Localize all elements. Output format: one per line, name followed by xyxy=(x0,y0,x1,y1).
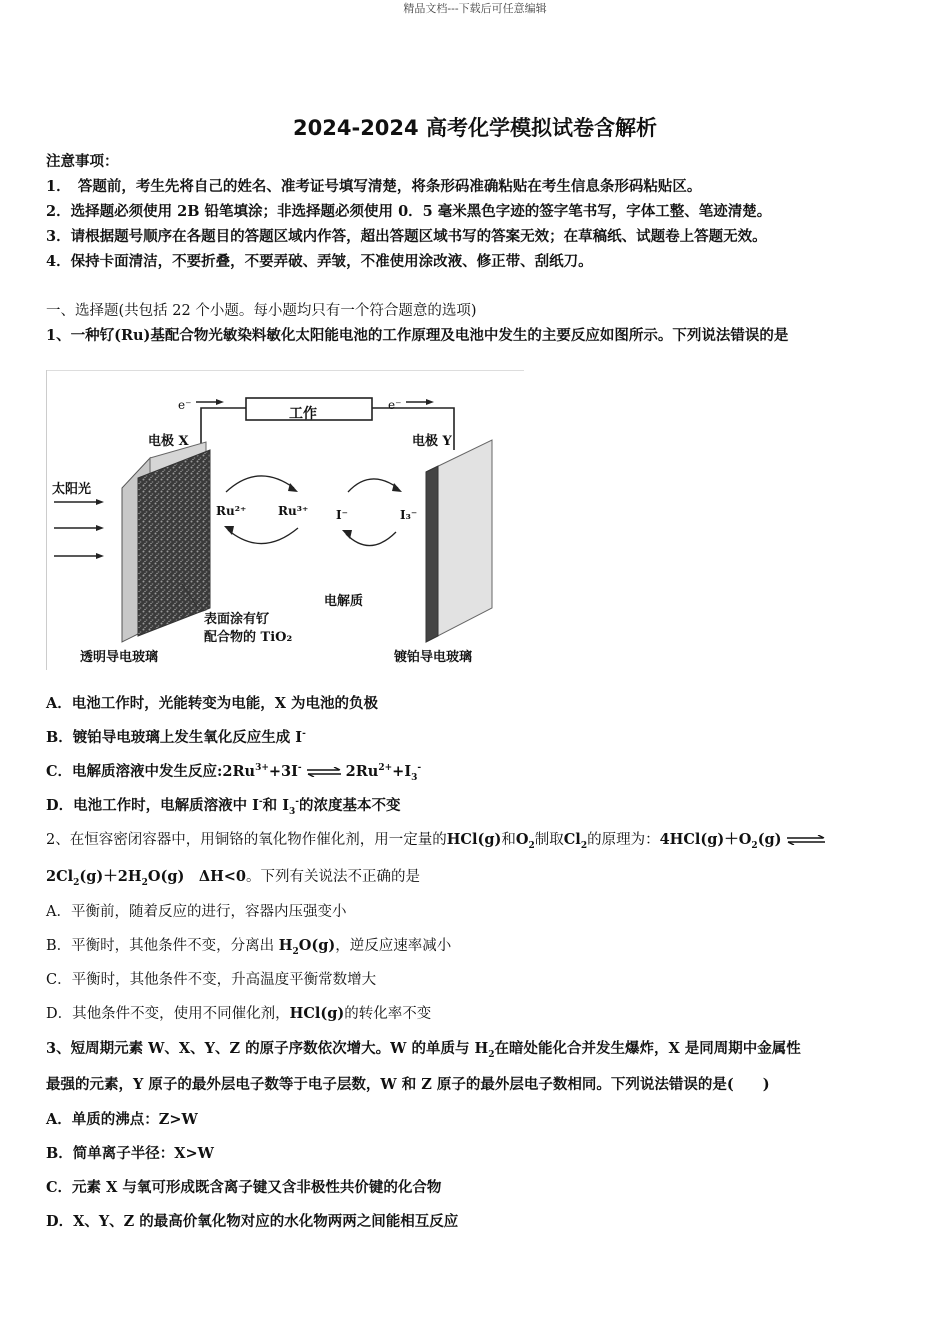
equilibrium-arrow-icon xyxy=(786,835,826,845)
q2-option-a: A．平衡前，随着反应的进行，容器内压强变小 xyxy=(46,904,347,920)
notice-heading: 注意事项： xyxy=(46,153,119,170)
electron-label-right: e⁻ xyxy=(388,398,402,412)
coating-label-line2: 配合物的 TiO₂ xyxy=(204,630,293,645)
electrolyte-label: 电解质 xyxy=(324,594,364,609)
q3-option-d: D．X、Y、Z 的最高价氧化物对应的水化物两两之间能相互反应 xyxy=(46,1213,459,1230)
left-glass-label: 透明导电玻璃 xyxy=(80,650,159,665)
notice-item-3: 3．请根据题号顺序在各题目的答题区域内作答，超出答题区域书写的答案无效；在草稿纸、试题卷上答题无效。 xyxy=(46,228,767,245)
q2-option-b: B．平衡时，其他条件不变，分离出 $H_2O(g)$，逆反应速率减小 xyxy=(46,937,452,957)
sunlight-label: 太阳光 xyxy=(52,482,92,497)
ru2-label: Ru²⁺ xyxy=(216,504,247,518)
electrode-x-label: 电极 X xyxy=(148,434,189,449)
header-note: 精品文档---下载后可任意编辑 xyxy=(403,2,547,15)
q1-option-d: D．电池工作时，电解质溶液中 I-和 $I_3^-$的浓度基本不变 xyxy=(46,797,401,817)
q3-option-a: A．单质的沸点：Z>W xyxy=(46,1111,198,1128)
q1-option-c: C．电解质溶液中发生反应$:2Ru^{3+}+3I^-$ $2Ru^{2+}+I_3^-$ xyxy=(46,763,422,783)
q3-stem-line2: 最强的元素，Y 原子的最外层电子数等于电子层数，W 和 Z 原子的最外层电子数相同。下列说法错误的是( ) xyxy=(46,1076,770,1093)
page-title: 2024-2024 高考化学模拟试卷含解析 xyxy=(293,116,657,140)
q1-option-a: A．电池工作时，光能转变为电能，X 为电池的负极 xyxy=(46,695,379,712)
ru3-label: Ru³⁺ xyxy=(278,504,309,518)
section-heading: 一、选择题(共包括 22 个小题。每小题均只有一个符合题意的选项) xyxy=(46,303,477,319)
electrode-y-label: 电极 Y xyxy=(412,434,452,449)
q3-stem-line1: 3、短周期元素 W、X、Y、Z 的原子序数依次增大。W 的单质与 $H_2$在暗处能化合并发生爆炸，X 是同周期中金属性 xyxy=(46,1040,801,1060)
q2-stem-line2: $2Cl_2(g)+2H_2O(g)$ ΔH<0。下列有关说法不正确的是 xyxy=(46,868,421,888)
q2-option-c: C．平衡时，其他条件不变，升高温度平衡常数增大 xyxy=(46,972,377,988)
solar-cell-diagram xyxy=(46,370,524,670)
q2-stem-line1: 2、在恒容密闭容器中，用铜铬的氧化物作催化剂，用一定量的HCl(g)和$O_2$制取$Cl_2$的原理为：$4HCl(g)+O_2(g)$ xyxy=(46,830,830,850)
q1-option-b: B．镀铂导电玻璃上发生氧化反应生成 I- xyxy=(46,729,306,746)
electron-label-left: e⁻ xyxy=(178,398,192,412)
work-load-label: 工作 xyxy=(289,406,317,422)
q3-option-b: B．简单离子半径：X>W xyxy=(46,1145,214,1162)
notice-item-2: 2．选择题必须使用 2B 铅笔填涂；非选择题必须使用 0．5 毫米黑色字迹的签字笔书写，字体工整、笔迹清楚。 xyxy=(46,203,772,220)
right-glass-label: 镀铂导电玻璃 xyxy=(394,650,473,665)
coating-label-line1: 表面涂有钌 xyxy=(204,612,270,627)
notice-item-4: 4．保持卡面清洁，不要折叠，不要弄破、弄皱，不准使用涂改液、修正带、刮纸刀。 xyxy=(46,253,593,270)
q2-option-d: D．其他条件不变，使用不同催化剂，HCl(g)的转化率不变 xyxy=(46,1005,432,1022)
iodide-label: I⁻ xyxy=(336,508,348,522)
triiodide-label: I₃⁻ xyxy=(400,508,418,522)
notice-item-1: 1． 答题前，考生先将自己的姓名、准考证号填写清楚，将条形码准确粘贴在考生信息条形码粘贴区。 xyxy=(46,178,702,195)
q1-stem: 1、一种钌(Ru)基配合物光敏染料敏化太阳能电池的工作原理及电池中发生的主要反应如图所示。下列说法错误的是 xyxy=(46,327,789,344)
q3-option-c: C．元素 X 与氧可形成既含离子键又含非极性共价键的化合物 xyxy=(46,1179,442,1196)
equilibrium-arrow-icon xyxy=(306,767,342,777)
